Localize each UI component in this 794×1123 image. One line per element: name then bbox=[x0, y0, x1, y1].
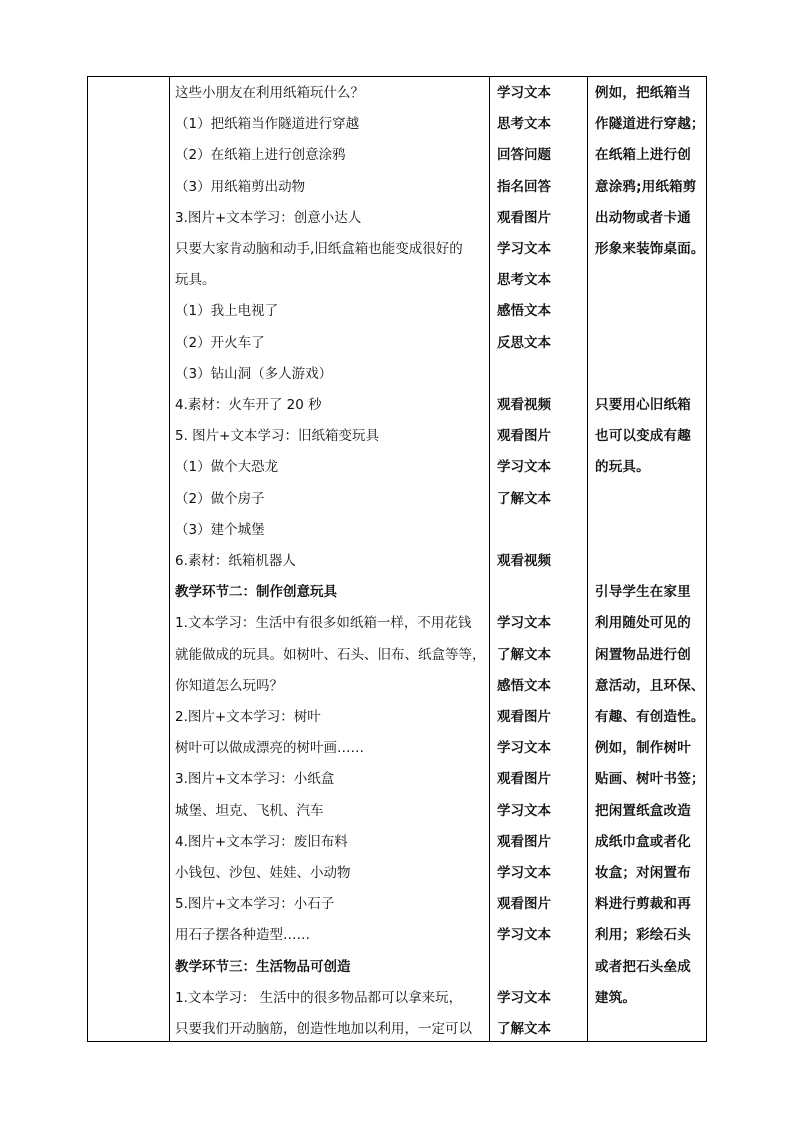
intent-line: 例如，制作树叶 bbox=[595, 740, 691, 757]
intent-line: 有趣、有创造性。 bbox=[595, 709, 705, 725]
intent-line: 例如，把纸箱当 bbox=[595, 85, 691, 101]
content-line: 小钱包、沙包、娃娃、小动物 bbox=[175, 865, 351, 881]
content-line: 1.文本学习：生活中有很多如纸箱一样，不用花钱 bbox=[175, 615, 472, 632]
content-line: 6.素材：纸箱机器人 bbox=[175, 553, 296, 569]
content-line: （2）在纸箱上进行创意涂鸦 bbox=[175, 147, 346, 164]
activity-line: 学习文本 bbox=[497, 615, 551, 632]
content-line: （1）做个大恐龙 bbox=[175, 459, 279, 476]
activity-line: 反思文本 bbox=[497, 334, 551, 351]
activity-line: 学习文本 bbox=[497, 85, 551, 101]
activity-line: 学习文本 bbox=[497, 802, 551, 819]
activity-line: 指名回答 bbox=[497, 178, 551, 195]
content-line: （2）开火车了 bbox=[175, 334, 265, 351]
activity-line: 观看图片 bbox=[497, 771, 551, 788]
intent-line: 意涂鸦;用纸箱剪 bbox=[595, 178, 697, 195]
intent-line: 的玩具。 bbox=[595, 459, 650, 476]
activity-line: 观看图片 bbox=[497, 833, 551, 850]
activity-line: 学习文本 bbox=[497, 459, 551, 476]
content-line: 这些小朋友在利用纸箱玩什么？ bbox=[175, 85, 364, 101]
activity-line: 观看图片 bbox=[497, 428, 551, 445]
intent-line: 料进行剪裁和再 bbox=[595, 896, 691, 913]
content-line: 4.素材：火车开了 20 秒 bbox=[175, 397, 322, 413]
activity-line: 了解文本 bbox=[497, 1021, 551, 1037]
activity-line: 感悟文本 bbox=[497, 303, 551, 320]
activity-line: 观看图片 bbox=[497, 709, 551, 725]
activity-line: 学习文本 bbox=[497, 989, 551, 1006]
content-line: 3.图片+文本学习：创意小达人 bbox=[175, 209, 362, 226]
intent-line: 成纸巾盒或者化 bbox=[595, 833, 691, 850]
intent-line: 作隧道进行穿越； bbox=[595, 116, 705, 133]
content-line: 只要大家肯动脑和动手,旧纸盒箱也能变成很好的 bbox=[175, 241, 463, 257]
content-line: 4.图片+文本学习：废旧布料 bbox=[175, 833, 348, 850]
content-line: 教学环节二：制作创意玩具 bbox=[175, 584, 337, 601]
intent-line: 把闲置纸盒改造 bbox=[595, 802, 691, 819]
column-divider bbox=[489, 77, 490, 1041]
intent-line: 在纸箱上进行创 bbox=[595, 147, 691, 164]
activity-line: 观看视频 bbox=[497, 397, 551, 413]
content-line: （2）做个房子 bbox=[175, 490, 265, 507]
content-line: 1.文本学习： 生活中的很多物品都可以拿来玩， bbox=[175, 989, 463, 1006]
content-line: 树叶可以做成漂亮的树叶画…… bbox=[175, 740, 364, 757]
content-line: 城堡、坦克、飞机、汽车 bbox=[175, 802, 324, 819]
content-line: 3.图片+文本学习：小纸盒 bbox=[175, 771, 335, 788]
activity-line: 回答问题 bbox=[497, 147, 551, 164]
activity-line: 思考文本 bbox=[497, 272, 551, 289]
content-line: （3）建个城堡 bbox=[175, 521, 265, 538]
column-divider bbox=[587, 77, 588, 1041]
intent-line: 建筑。 bbox=[595, 989, 637, 1006]
intent-line: 贴画、树叶书签； bbox=[595, 771, 705, 788]
intent-line: 出动物或者卡通 bbox=[595, 209, 691, 226]
activity-line: 学习文本 bbox=[497, 927, 551, 944]
activity-line: 了解文本 bbox=[497, 646, 551, 663]
lesson-table bbox=[87, 76, 707, 1042]
content-line: 5.图片+文本学习：小石子 bbox=[175, 896, 335, 913]
content-line: （3）用纸箱剪出动物 bbox=[175, 178, 306, 195]
content-line: （1）把纸箱当作隧道进行穿越 bbox=[175, 116, 360, 133]
intent-line: 利用随处可见的 bbox=[595, 615, 691, 632]
activity-line: 了解文本 bbox=[497, 490, 551, 507]
intent-line: 也可以变成有趣 bbox=[595, 428, 691, 445]
content-line: 就能做成的玩具。如树叶、石头、旧布、纸盒等等， bbox=[175, 646, 486, 663]
activity-line: 观看图片 bbox=[497, 209, 551, 226]
activity-line: 学习文本 bbox=[497, 241, 551, 257]
activity-line: 观看图片 bbox=[497, 896, 551, 913]
activity-line: 感悟文本 bbox=[497, 677, 551, 694]
intent-line: 闲置物品进行创 bbox=[595, 646, 691, 663]
content-line: （1）我上电视了 bbox=[175, 303, 279, 320]
content-line: （3）钻山洞（多人游戏） bbox=[175, 365, 333, 382]
content-line: 你知道怎么玩吗？ bbox=[175, 677, 283, 694]
content-line: 用石子摆各种造型…… bbox=[175, 927, 310, 944]
intent-line: 只要用心旧纸箱 bbox=[595, 397, 691, 413]
intent-line: 妆盒；对闲置布 bbox=[595, 865, 691, 881]
content-line: 玩具。 bbox=[175, 272, 216, 289]
content-line: 教学环节三：生活物品可创造 bbox=[175, 958, 351, 975]
intent-line: 引导学生在家里 bbox=[595, 584, 691, 601]
activity-line: 观看视频 bbox=[497, 553, 551, 569]
activity-line: 学习文本 bbox=[497, 740, 551, 757]
intent-line: 意活动，且环保、 bbox=[595, 677, 705, 694]
content-line: 5. 图片+文本学习：旧纸箱变玩具 bbox=[175, 428, 379, 445]
activity-line: 学习文本 bbox=[497, 865, 551, 881]
activity-line: 思考文本 bbox=[497, 116, 551, 133]
column-divider bbox=[169, 77, 170, 1041]
intent-line: 形象来装饰桌面。 bbox=[595, 241, 705, 257]
intent-line: 或者把石头垒成 bbox=[595, 958, 691, 975]
intent-line: 利用；彩绘石头 bbox=[595, 927, 691, 944]
content-line: 只要我们开动脑筋，创造性地加以利用，一定可以 bbox=[175, 1021, 472, 1037]
content-line: 2.图片+文本学习：树叶 bbox=[175, 709, 321, 725]
